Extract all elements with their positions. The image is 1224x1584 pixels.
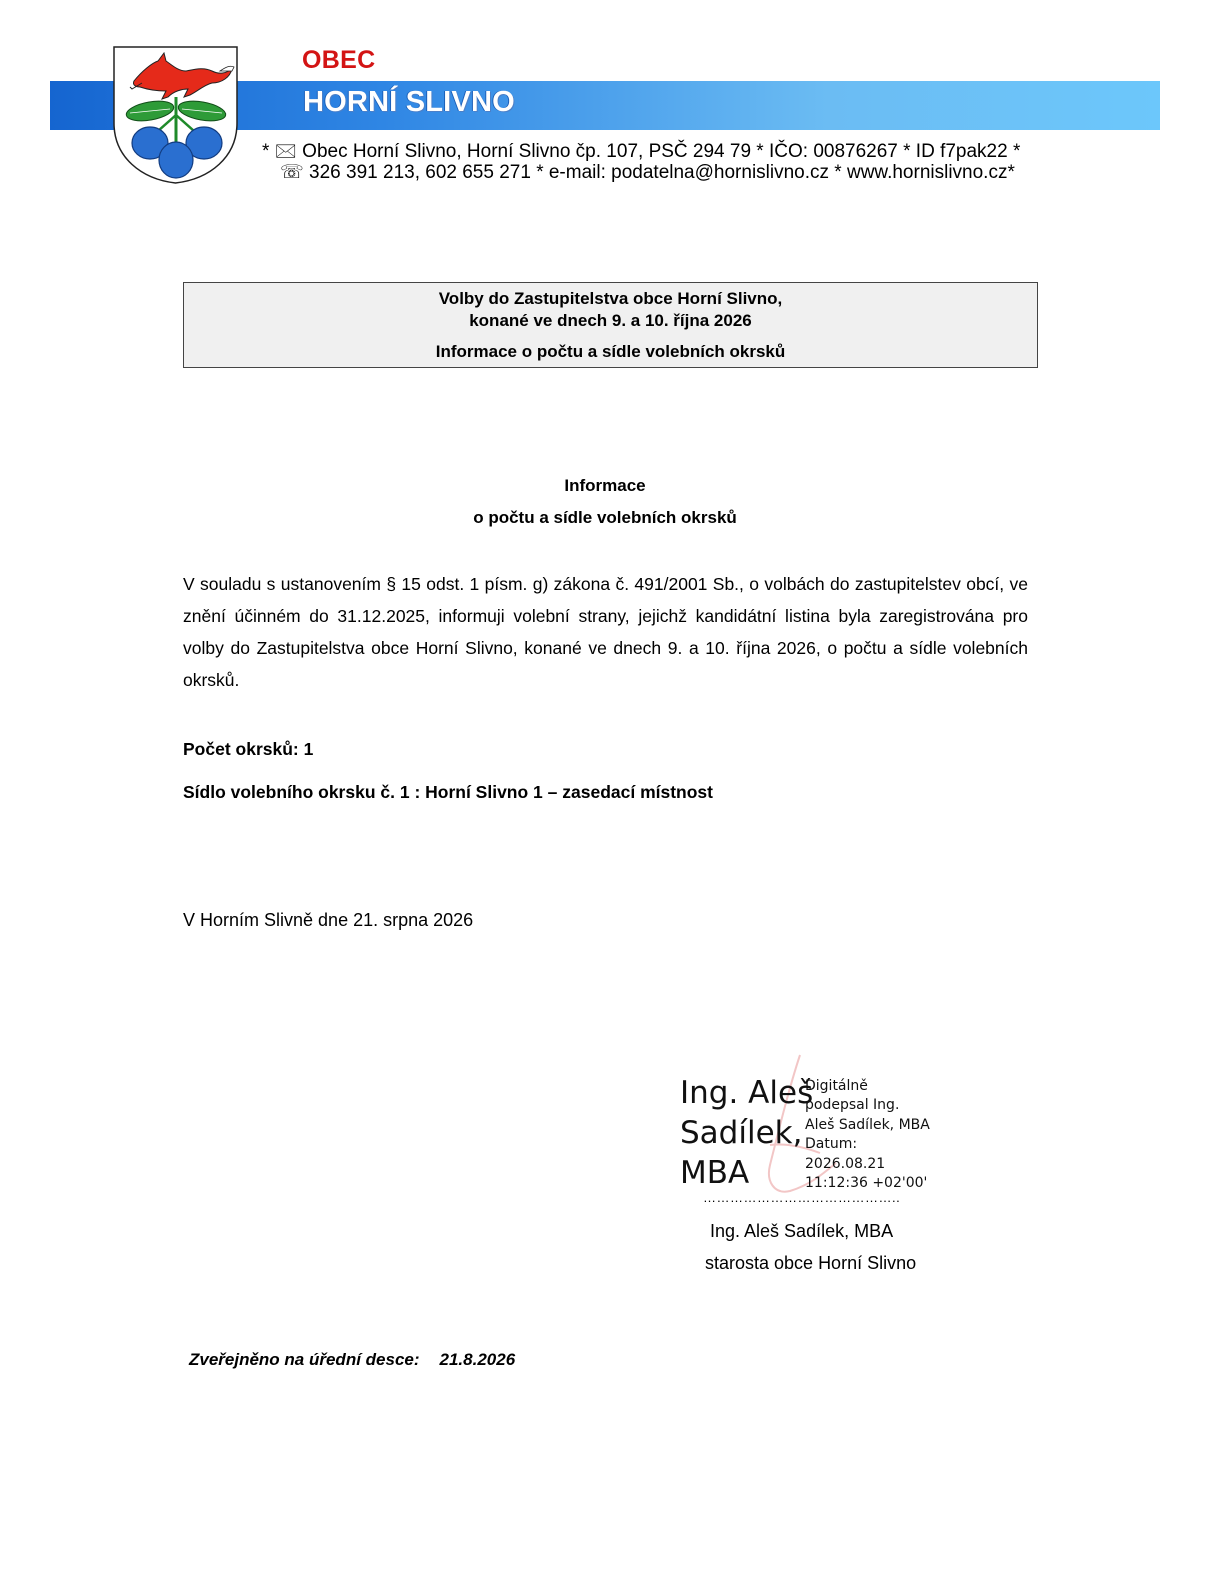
district-count: Počet okrsků: 1 [183,739,314,759]
signer-name: Ing. Aleš Sadílek, MBA [710,1221,894,1241]
published-date: 21.8.2026 [439,1350,516,1369]
contact-line-address: * 🖂 Obec Horní Slivno, Horní Slivno čp. 107, PSČ 294 79 * IČO: 00876267 * ID f7pak22 * [262,141,1021,162]
contact-line-phone: ☏ 326 391 213, 602 655 271 * e-mail: podatelna@hornislivno.cz * www.hornislivno.cz* [280,162,1015,183]
document-subheading: o počtu a sídle volebních okrsků [473,508,737,527]
published-label: Zveřejněno na úřední desce: [189,1350,420,1369]
body-paragraph: V souladu s ustanovením § 15 odst. 1 písm. g) zákona č. 491/2001 Sb., o volbách do zastupitelstev obcí, ve znění účinném do 31.12.2025, informuji volební strany, jejichž kandidátní listina byla zaregistrována pro volby do Zastupitelstva obce Horní Slivno, konané ve dnech 9. a 10. října 2026, o počtu a sídle volebních okrsků. [183,574,1028,690]
document-heading: Informace [564,476,646,495]
place-date: V Horním Slivně dne 21. srpna 2026 [183,910,474,930]
title-line-1: Volby do Zastupitelstva obce Horní Slivno, [438,289,783,308]
signature-metadata: Digitálně podepsal Ing. Aleš Sadílek, MBA Datum: 2026.08.21 11:12:36 +02'00' [805,1078,930,1192]
signer-role: starosta obce Horní Slivno [705,1253,917,1273]
district-seat: Sídlo volebního okrsku č. 1 : Horní Slivno 1 – zasedací místnost [183,782,713,802]
obec-label: OBEC [302,46,376,74]
title-line-2: konané ve dnech 9. a 10. října 2026 [469,311,752,330]
signature-name: Ing. Aleš Sadílek, MBA [680,1075,814,1191]
published-note [189,1350,515,1370]
town-name: HORNÍ SLIVNO [303,86,515,118]
signature-dotted-line: …………………………………….. [703,1190,901,1205]
title-box [183,282,1038,368]
coat-of-arms-icon [112,45,239,185]
title-line-3: Informace o počtu a sídle volebních okrsků [435,342,786,361]
